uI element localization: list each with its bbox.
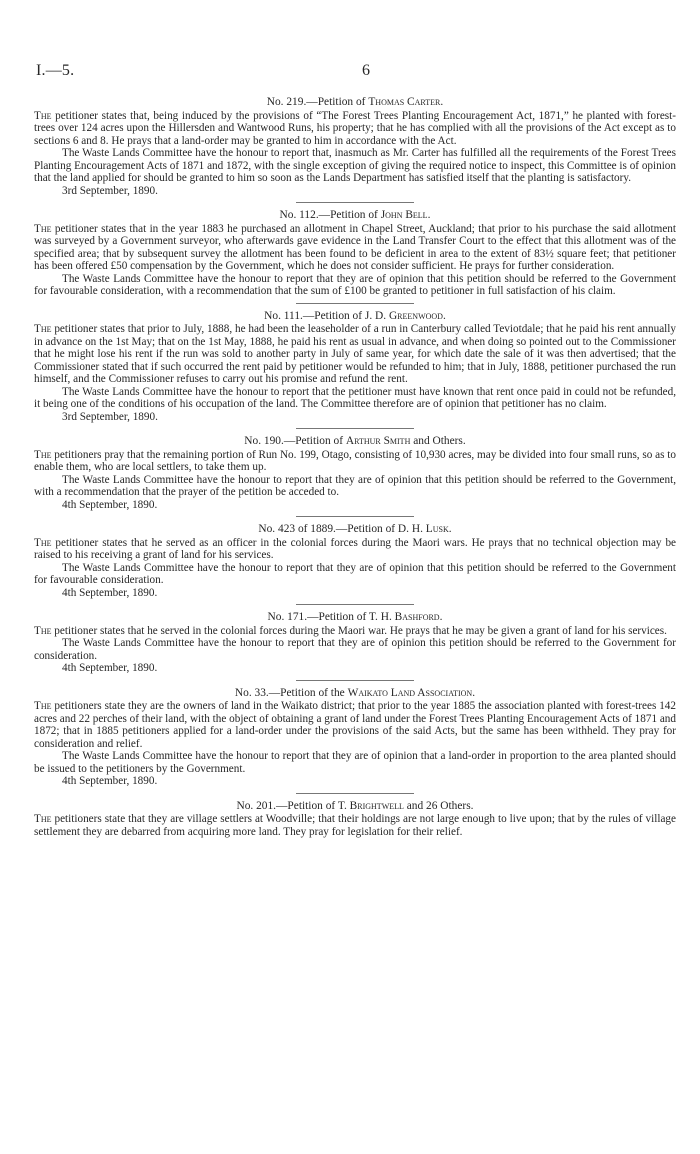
petition-section [34, 435, 676, 517]
petition-section [34, 523, 676, 605]
petitioner-name: Lusk [425, 523, 449, 535]
committee-report: The Waste Lands Committee have the honour to report that they are of opinion that this petition should be referred to the Government for favourable consideration. [34, 561, 676, 586]
section-divider [296, 516, 414, 517]
petitioner-name: Brightwell [349, 799, 404, 812]
section-divider [296, 428, 414, 429]
petition-section [34, 96, 676, 203]
petition-title: No. 171.—Petition of T. H. Bashford. [267, 611, 443, 623]
petition-title: No. 201.—Petition of T. Brightwell and 26 Others. [236, 799, 474, 812]
petition-statement: The petitioner states that in the year 1883 he purchased an allotment in Chapel Street, Auckland; that prior to his purchase the said allotment was surveyed by a Government surveyor, who afterwards gave evidence in the Land Transfer Court to the effect that this allotment was of the specified area; that by subsequent survey the allotment has been found to be deficient in area to the extent of 83½ square feet; that petitioner has been offered £50 compensation by the Government, which he does not consider sufficient. He prays for further consideration. [34, 222, 676, 272]
petitioner-name: Bashford [394, 611, 440, 623]
petition-section [34, 800, 676, 839]
document-reference: I.—5. [36, 62, 75, 79]
petition-title: No. 219.—Petition of Thomas Carter. [266, 96, 444, 108]
petition-statement: The petitioners state they are the owners of land in the Waikato district; that prior to the year 1885 the association planted with forest-trees 142 acres and 22 perches of their land, with the object of obtaining a grant of land under the Forest Trees Planting Encouragement Acts of 1871 and 1872; that in 1885 petitioners applied for a land-order under the provisions of the said Acts, but the same has been withheld. They pray for consideration and relief. [34, 700, 676, 750]
petition-title: No. 111.—Petition of J. D. Greenwood. [264, 309, 446, 322]
petitioner-name: Thomas Carter [368, 96, 441, 108]
petition-title: No. 33.—Petition of the Waikato Land Association. [234, 686, 476, 699]
section-divider [296, 202, 414, 203]
petition-statement: The petitioners state that they are village settlers at Woodville; that their holdings are not large enough to live upon; that by the rules of village settlement they are debarred from acquiring more land. They pray for legislation for their relief. [34, 813, 676, 838]
petition-section [34, 310, 676, 430]
petition-section [34, 611, 676, 681]
petitioner-name: Arthur Smith [345, 435, 411, 447]
report-date: 4th September, 1890. [62, 662, 158, 674]
section-divider [296, 680, 414, 681]
committee-report: The Waste Lands Committee have the honour to report that they are of opinion that this petition should be referred to the Government for favourable consideration, with a recommendation that the sum of £100 be granted to petitioner in full satisfaction of his claim. [34, 272, 676, 297]
report-date: 3rd September, 1890. [62, 184, 158, 197]
section-divider [296, 604, 414, 605]
petitioner-name: John Bell [380, 209, 428, 221]
committee-report: The Waste Lands Committee have the honour to report that the petitioner must have known that rent once paid in could not be refunded, it being one of the conditions of his occupation of the land. The Committee therefore are of opinion that petitioner has no claim. [34, 385, 676, 410]
report-date: 4th September, 1890. [62, 586, 158, 599]
petition-title: No. 423 of 1889.—Petition of D. H. Lusk. [258, 523, 452, 535]
section-divider [296, 793, 414, 794]
petition-statement: The petitioner states that prior to July, 1888, he had been the leaseholder of a run in Canterbury called Teviotdale; that he paid his rent annually in advance on the 1st May; that on the 1st May, 1888, he paid his rent as usual in advance, and when doing so pointed out to the Commissioner that he might lose his rent if the run was sold to another party in July of same year, for which date the sale of it was then advertised; that the Commissioner stated that if such occurred the rent paid by petitioner would be refunded to him; that in July, 1888, petitioner purchased the run himself, and the Commissioner refuses to carry out his promise and refund the rent. [34, 323, 676, 385]
report-date: 3rd September, 1890. [62, 410, 158, 423]
section-divider [296, 303, 414, 304]
committee-report: The Waste Lands Committee have the honour to report that they are of opinion that a land-order in proportion to the area planted should be issued to the petitioners by the Government. [34, 750, 676, 775]
petition-section [34, 209, 676, 304]
committee-report: The Waste Lands Committee have the honour to report that they are of opinion that this petition should be referred to the Government, with a recommendation that the prayer of the petition be acceded to. [34, 473, 676, 498]
petition-statement: The petitioner states that, being induced by the provisions of “The Forest Trees Planting Encouragement Act, 1871,” he planted with forest-trees over 124 acres upon the Hillersden and Wantwood Runs, his property; that he has complied with all the provisions of the Act except as to sections 6 and 8. He prays that a land-order may be granted to him in accordance with the Act. [34, 109, 676, 147]
document-body [34, 96, 676, 838]
petition-title: No. 112.—Petition of John Bell. [279, 209, 431, 221]
petitioner-name: Greenwood [388, 309, 443, 322]
petitioner-name: Waikato Land Association [347, 686, 473, 699]
committee-report: The Waste Lands Committee have the honour to report that they are of opinion this petition should be referred to the Government for consideration. [34, 637, 676, 662]
petition-title: No. 190.—Petition of Arthur Smith and Others. [244, 435, 466, 447]
committee-report: The Waste Lands Committee have the honour to report that, inasmuch as Mr. Carter has fulfilled all the requirements of the Forest Trees Planting Encouragement Acts of 1871 and 1872, with the single exception of giving the required notice to inspect, this Committee is of opinion that the land applied for should be granted to him so soon as the Lands Department has satisfied itself that the planting is satisfactory. [34, 147, 676, 184]
report-date: 4th September, 1890. [62, 775, 158, 787]
petition-statement: The petitioner states that he served in the colonial forces during the Maori war. He prays that he may be given a grant of land for his services. [34, 624, 667, 637]
petition-statement: The petitioner states that he served as an officer in the colonial forces during the Maori wars. He prays that no technical objection may be raised to his receiving a grant of land for his services. [34, 536, 676, 561]
petition-statement: The petitioners pray that the remaining portion of Run No. 199, Otago, consisting of 10,930 acres, may be divided into four small runs, so as to enable them, who are local settlers, to take them up. [34, 448, 676, 473]
petition-section [34, 687, 676, 794]
page-header [36, 62, 664, 82]
report-date: 4th September, 1890. [62, 498, 158, 511]
page-number: 6 [362, 62, 371, 79]
